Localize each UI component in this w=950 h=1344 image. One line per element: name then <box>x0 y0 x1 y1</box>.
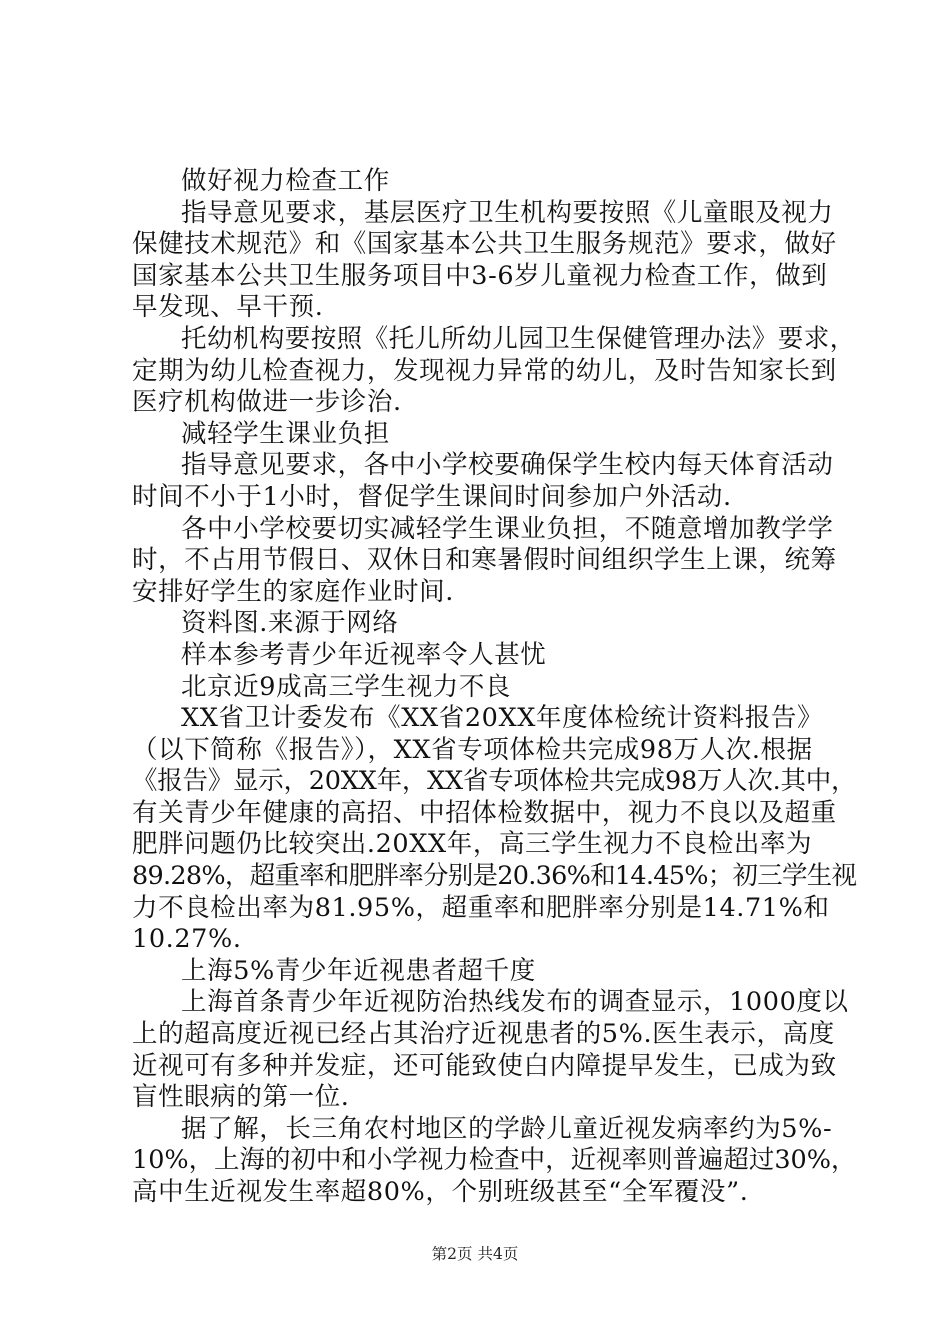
text-line: （以下简称《报告》），XX省专项体检共完成98万人次.根据 <box>132 734 813 765</box>
text-line: 《报告》显示，20XX年，XX省专项体检共完成98万人次.其中， <box>132 766 857 797</box>
text-line: 做好视力检查工作 <box>181 166 390 196</box>
text-line: 减轻学生课业负担 <box>181 418 390 449</box>
text-line: 安排好学生的家庭作业时间. <box>132 576 454 607</box>
text-line: 高中生近视发生率超80%，个别班级甚至“全军覆没”. <box>132 1177 749 1207</box>
text-line: 10%，上海的初中和小学视力检查中，近视率则普遍超过30%， <box>132 1145 857 1176</box>
text-line: 时，不占用节假日、双休日和寒暑假时间组织学生上课，统筹 <box>132 545 837 576</box>
text-line: 有关青少年健康的高招、中招体检数据中，视力不良以及超重 <box>132 797 837 828</box>
text-line: 89.28%，超重率和肥胖率分别是20.36%和14.45%；初三学生视 <box>132 861 857 892</box>
text-line: 近视可有多种并发症，还可能致使白内障提早发生，已成为致 <box>132 1050 837 1081</box>
text-line: 早发现、早干预. <box>132 292 324 323</box>
text-line: 医疗机构做进一步诊治. <box>132 387 402 418</box>
document-body <box>132 166 856 1209</box>
text-line: XX省卫计委发布《XX省20XX年度体检统计资料报告》 <box>181 703 824 734</box>
text-line: 指导意见要求，各中小学校要确保学生校内每天体育活动 <box>181 450 834 481</box>
text-line: 上海首条青少年近视防治热线发布的调查显示，1000度以 <box>181 987 849 1018</box>
text-line: 样本参考青少年近视率令人甚忧 <box>181 639 547 670</box>
text-line: 上的超高度近视已经占其治疗近视患者的5%.医生表示，高度 <box>132 1019 835 1050</box>
text-line: 指导意见要求，基层医疗卫生机构要按照《儿童眼及视力 <box>181 197 834 228</box>
page-footer: 第2页 共4页 <box>431 1245 519 1263</box>
text-line: 定期为幼儿检查视力，发现视力异常的幼儿，及时告知家长到 <box>132 355 837 386</box>
text-line: 10.27%. <box>132 924 242 955</box>
text-line: 上海5%青少年近视患者超千度 <box>181 955 536 986</box>
text-line: 保健技术规范》和《国家基本公共卫生服务规范》要求，做好 <box>132 229 837 260</box>
text-line: 各中小学校要切实减轻学生课业负担，不随意增加教学学 <box>181 513 834 544</box>
text-line: 肥胖问题仍比较突出.20XX年，高三学生视力不良检出率为 <box>132 829 813 860</box>
text-line: 时间不小于1小时，督促学生课间时间参加户外活动. <box>132 481 732 512</box>
text-line: 力不良检出率为81.95%，超重率和肥胖率分别是14.71%和 <box>132 892 830 923</box>
text-line: 北京近9成高三学生视力不良 <box>181 671 512 702</box>
text-line: 盲性眼病的第一位. <box>132 1082 350 1113</box>
text-line: 资料图.来源于网络 <box>181 608 399 639</box>
text-line: 托幼机构要按照《托儿所幼儿园卫生保健管理办法》要求， <box>181 323 856 354</box>
text-line: 国家基本公共卫生服务项目中3-6岁儿童视力检查工作，做到 <box>132 260 828 291</box>
text-line: 据了解，长三角农村地区的学龄儿童近视发病率约为5%- <box>181 1113 833 1144</box>
